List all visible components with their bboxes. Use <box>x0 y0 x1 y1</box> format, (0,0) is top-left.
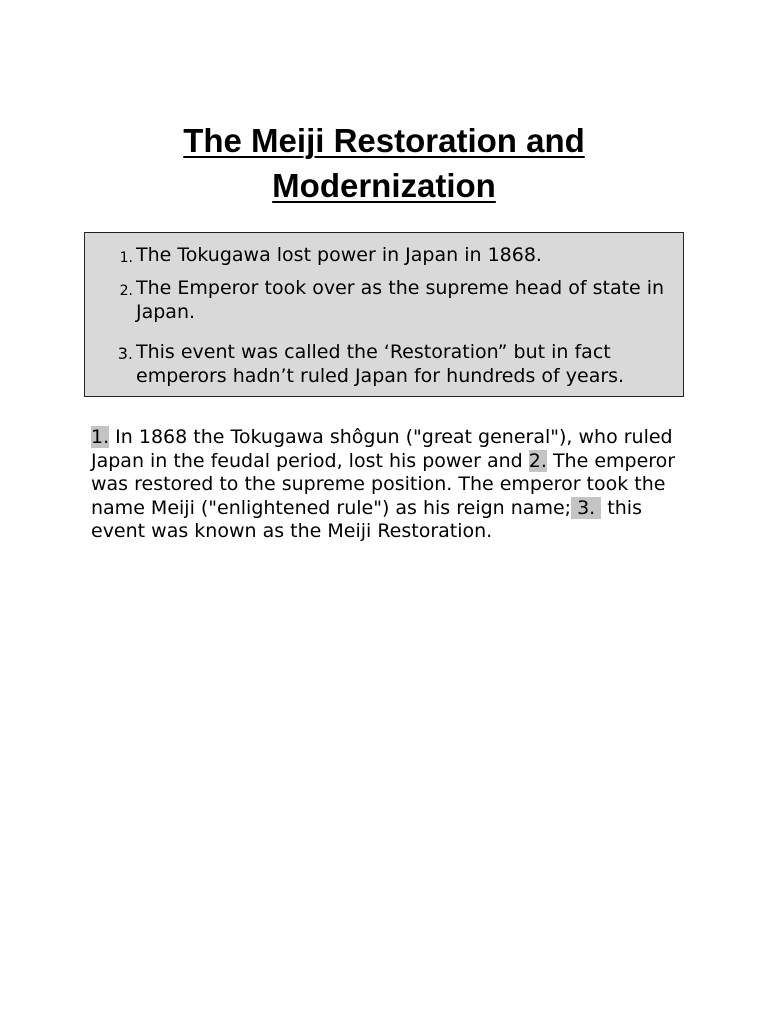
paragraph-part-1: In 1868 the Tokugawa shôgun ("great general"), who ruled Japan in the feudal period, lost his power and <box>91 426 673 472</box>
summary-item-number: 3. <box>117 344 133 363</box>
summary-box <box>84 232 684 397</box>
title-line-2: Modernization <box>272 167 496 204</box>
body-paragraph <box>91 426 691 544</box>
paragraph-part-3: this event was known as the Meiji Restoration. <box>91 496 649 542</box>
marker-1: 1. <box>91 426 110 448</box>
summary-item-text: The Emperor took over as the supreme head of state in Japan. <box>136 277 665 323</box>
paragraph-part-2: The emperor was restored to the supreme position. The emperor took the name Meiji ("enlightened rule") as his reign name; <box>91 449 676 519</box>
marker-3: 3. <box>571 496 602 519</box>
summary-item-number: 2. <box>119 283 133 299</box>
title-line-1: The Meiji Restoration and <box>183 122 585 159</box>
marker-2: 2. <box>528 449 547 472</box>
page-title <box>0 118 768 208</box>
summary-item-text: The Tokugawa lost power in Japan in 1868. <box>136 244 542 266</box>
summary-item-number: 1. <box>119 250 133 266</box>
summary-item-text: This event was called the ‘Restoration” but in fact emperors hadn’t ruled Japan for hundreds of years. <box>136 341 625 387</box>
